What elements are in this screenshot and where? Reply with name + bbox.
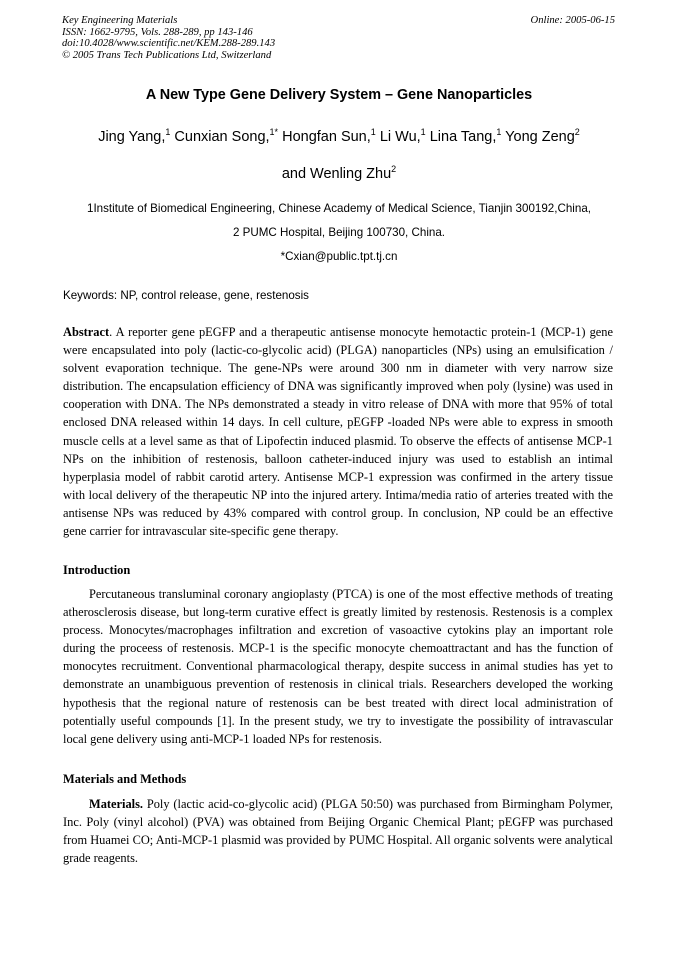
doi-line: doi:10.4028/www.scientific.net/KEM.288-289.143 xyxy=(62,38,276,50)
author-affiliation-mark: 1* xyxy=(269,127,279,137)
author-name: Lina Tang, xyxy=(429,128,497,145)
author-affiliation-mark: 1 xyxy=(420,127,426,137)
author-affiliation-mark: 2 xyxy=(391,164,397,174)
abstract-label: Abstract xyxy=(63,325,110,339)
author-line-1 xyxy=(0,127,678,145)
author-affiliation-mark: 1 xyxy=(370,127,376,137)
author-name: and Wenling Zhu xyxy=(281,165,392,182)
author-line-2 xyxy=(0,164,678,182)
paper-title: A New Type Gene Delivery System – Gene Nanoparticles xyxy=(145,87,533,103)
materials-label: Materials. xyxy=(89,797,144,811)
introduction-paragraph: Percutaneous transluminal coronary angioplasty (PTCA) is one of the most effective methods of treating atherosclerosis disease, but long-term curative effect is greatly limited by restenosis. Restenosis is a complex process. Monocytes/macrophages infiltration and excretion of vasoactive cytokins play an important role during the proceess of restenosis. MCP-1 is the specific monocyte chemoattractant and has the function of monocytes recruitment. Conventional pharmacological therapy, despite success in animal studies has yet to demonstrate an unambiguous prevention of restenosis in clinical trials. Researchers developed the working hypothesis that the regional nature of restenosis can be best treated with direct local administration of potentially useful compounds [1]. In the present study, we try to investigate the possibility of intravascular local gene delivery using anti-MCP-1 loaded NPs for restenosis. xyxy=(63,587,613,746)
affiliation-1: 1Institute of Biomedical Engineering, Chinese Academy of Medical Science, Tianjin 300192,China, xyxy=(87,202,591,215)
author-name: Jing Yang, xyxy=(98,128,166,145)
abstract-paragraph xyxy=(63,323,613,540)
author-name: Li Wu, xyxy=(379,128,421,145)
journal-name: Key Engineering Materials xyxy=(62,15,178,26)
author-affiliation-mark: 1 xyxy=(496,127,502,137)
author-affiliation-mark: 1 xyxy=(165,127,171,137)
introduction-heading: Introduction xyxy=(63,563,131,577)
abstract-text: . A reporter gene pEGFP and a therapeutic antisense monocyte hemotactic protein-1 (MCP-1) gene were encapsulated into poly (lactic-co-glycolic acid) (PLGA) nanoparticles (NPs) using an emulsification / solvent evaporation technique. The gene-NPs were around 300 nm in diameter with very narrow size distribution. The encapsulation efficiency of DNA was significantly improved when poly (lysine) was used in cooperation with DNA. The NPs demonstrated a steady in vitro release of DNA with more that 95% of total enclosed DNA released within 14 days. In cell culture, pEGFP -loaded NPs were able to express in smooth muscle cells at a level same as that of Lipofectin induced plasmid. To observe the effects of antisense MCP-1 NPs on the inhibition of restenosis, balloon catheter-induced injury was used to establish an intimal hyperplasia model of rabbit carotid artery. Antisense MCP-1 expression was confirmed in the artery tissue with local delivery of the therapeutic NP into the injured artery. Intima/media ratio of arteries treated with the antisense NPs was reduced by 43% compared with control group. In conclusion, NP could be an effective gene carrier for intravascular site-specific gene therapy. xyxy=(63,325,613,539)
author-name: Hongfan Sun, xyxy=(282,128,371,145)
methods-heading: Materials and Methods xyxy=(63,772,187,786)
online-date: Online: 2005-06-15 xyxy=(530,15,615,26)
materials-text: Poly (lactic acid-co-glycolic acid) (PLGA 50:50) was purchased from Birmingham Polymer, Inc. Poly (vinyl alcohol) (PVA) was obtained from Beijing Organic Chemical Plant; pEGFP was purchased from Huamei CO; Anti-MCP-1 plasmid was provided by PUMC Hospital. All organic solvents were analytical grade reagents. xyxy=(63,797,613,866)
affiliation-2: 2 PUMC Hospital, Beijing 100730, China. xyxy=(232,226,446,239)
keywords: Keywords: NP, control release, gene, restenosis xyxy=(63,289,309,302)
issn-line: ISSN: 1662-9795, Vols. 288-289, pp 143-146 xyxy=(62,26,253,38)
author-affiliation-mark: 2 xyxy=(574,127,580,137)
corresponding-email: *Cxian@public.tpt.tj.cn xyxy=(280,250,398,263)
materials-paragraph xyxy=(63,795,613,867)
copyright-line: © 2005 Trans Tech Publications Ltd, Switzerland xyxy=(62,49,272,61)
author-name: Yong Zeng xyxy=(505,128,575,145)
journal-header xyxy=(62,15,275,61)
author-name: Cunxian Song, xyxy=(174,128,270,145)
